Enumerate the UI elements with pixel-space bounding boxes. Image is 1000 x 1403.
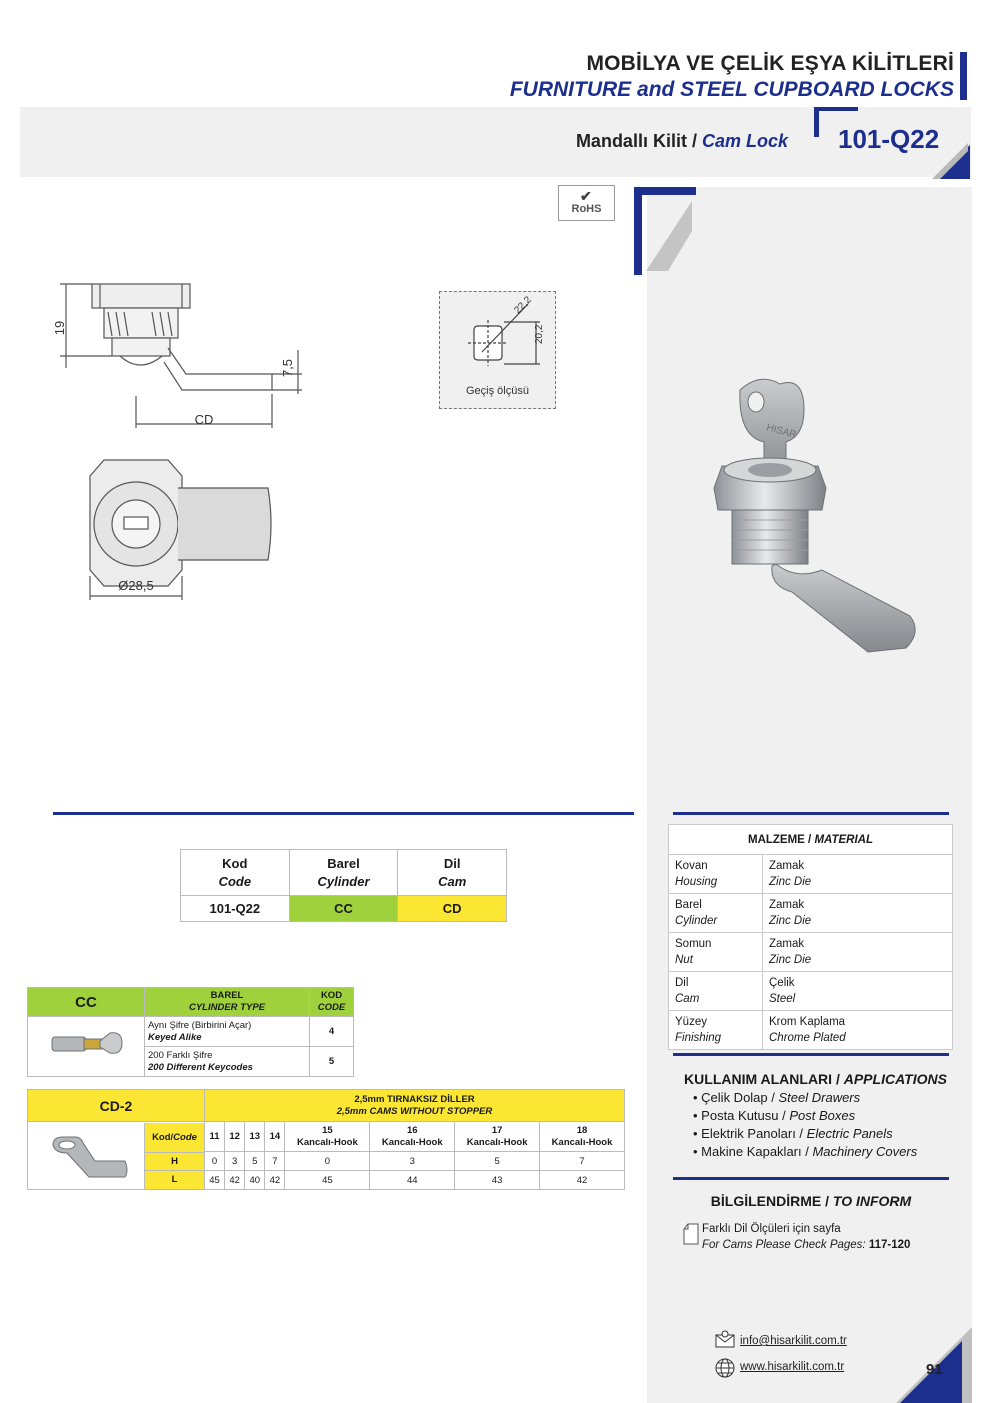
dim-cd-label: CD — [194, 412, 214, 427]
material-row: Somun Nut Zamak Zinc Die — [669, 933, 953, 972]
cam-row-h: 0 3 5 7 0 3 5 7 — [28, 1152, 625, 1171]
cylinder-value: CC — [289, 896, 398, 922]
cutout-box — [439, 291, 556, 409]
photo-corner-icon — [634, 187, 696, 277]
cc-label: CC — [28, 988, 145, 1017]
cam-col-11: 11 — [205, 1122, 225, 1152]
rohs-label: RoHS — [571, 203, 602, 215]
material-table — [668, 824, 953, 1050]
product-name-en: Cam Lock — [701, 131, 788, 151]
applications-list — [693, 1089, 917, 1161]
divider-applications — [673, 1053, 949, 1056]
code-header: Kod Code — [181, 850, 290, 896]
material-row: Barel Cylinder Zamak Zinc Die — [669, 894, 953, 933]
material-row: Kovan Housing Zamak Zinc Die — [669, 855, 953, 894]
cylinder-key-icon — [46, 1025, 126, 1065]
cam-col-12: 12 — [225, 1122, 245, 1152]
cutout-dim-a: 22,2 — [512, 294, 534, 317]
key-brand-label: HISAR — [765, 422, 798, 441]
check-icon: ✔ — [580, 188, 592, 204]
header-title-en: FURNITURE and STEEL CUPBOARD LOCKS — [509, 78, 954, 101]
cutout-shape-icon — [440, 292, 557, 380]
application-item: • Makine Kapakları / Machinery Covers — [693, 1144, 918, 1159]
applications-title: KULLANIM ALANLARI / APPLICATIONS — [684, 1071, 947, 1087]
cam-image — [28, 1122, 205, 1190]
divider-left — [53, 812, 634, 815]
material-row: Dil Cam Çelik Steel — [669, 972, 953, 1011]
application-item: • Posta Kutusu / Post Boxes — [693, 1108, 856, 1123]
inform-title: BİLGİLENDİRME / TO INFORM — [710, 1193, 912, 1209]
code-table — [180, 849, 507, 922]
inform-text — [702, 1221, 910, 1253]
globe-icon — [715, 1358, 735, 1378]
material-title: MALZEME / MATERIAL — [669, 825, 953, 855]
material-row: Yüzey Finishing Krom Kaplama Chrome Plated — [669, 1011, 953, 1050]
cam-col-15: 15 Kancalı-Hook — [285, 1122, 370, 1152]
email-link[interactable]: info@hisarkilit.com.tr — [740, 1335, 847, 1347]
product-code: 101-Q22 — [838, 124, 940, 154]
keyed-alike-code: 4 — [310, 1017, 354, 1047]
keyed-alike-text: Aynı Şifre (Birbirini Açar) Keyed Alike — [145, 1017, 310, 1047]
cam-col-16: 16 Kancalı-Hook — [370, 1122, 455, 1152]
website-link[interactable]: www.hisarkilit.com.tr — [740, 1361, 845, 1373]
divider-inform — [673, 1177, 949, 1180]
inform-line-tr: Farklı Dil Ölçüleri için sayfa — [702, 1223, 841, 1235]
cylinder-image — [28, 1017, 145, 1077]
cam-icon — [41, 1131, 131, 1181]
cam-header: Dil Cam — [398, 850, 507, 896]
cam-col-17: 17 Kancalı-Hook — [455, 1122, 540, 1152]
cc-header-code: KOD CODE — [310, 988, 354, 1017]
cylinder-header: Barel Cylinder — [289, 850, 398, 896]
dim-height-label: 19 — [52, 320, 67, 336]
dim-offset-label: 7,5 — [280, 358, 295, 378]
row-h-label: H — [145, 1153, 204, 1171]
cc-header-cylinder: BAREL CYLINDER TYPE — [145, 988, 310, 1017]
cam-value: CD — [398, 896, 507, 922]
email-icon — [715, 1330, 735, 1348]
application-item: • Elektrik Panoları / Electric Panels — [693, 1126, 893, 1141]
divider-right — [673, 812, 949, 815]
cam-col-13: 13 — [245, 1122, 265, 1152]
cam-col-18: 18 Kancalı-Hook — [540, 1122, 625, 1152]
rohs-badge — [558, 185, 615, 221]
cd-label: CD-2 — [28, 1090, 205, 1122]
cd-title: 2,5mm TIRNAKSIZ DİLLER 2,5mm CAMS WITHOUT STOPPER — [205, 1090, 625, 1122]
dim-diameter-label: Ø28,5 — [118, 578, 154, 593]
cam-table — [27, 1089, 625, 1190]
application-item: • Çelik Dolap / Steel Drawers — [693, 1090, 861, 1105]
product-photo — [700, 370, 940, 660]
document-icon — [683, 1223, 699, 1245]
cam-col-14: 14 — [265, 1122, 285, 1152]
product-name — [576, 131, 788, 152]
inform-line-en: For Cams Please Check Pages: 117-120 — [702, 1239, 911, 1251]
header-accent-bar — [960, 52, 967, 100]
technical-drawing — [40, 270, 340, 610]
cylinder-type-table — [27, 987, 354, 1077]
different-keycodes-text: 200 Farklı Şifre 200 Different Keycodes — [145, 1047, 310, 1077]
header-title-tr: MOBİLYA VE ÇELİK EŞYA KİLİTLERİ — [586, 52, 954, 75]
cutout-dim-b: 20,2 — [534, 324, 545, 344]
cam-row-l: 45 42 40 42 45 44 43 42 — [28, 1171, 625, 1190]
different-keycodes-code: 5 — [310, 1047, 354, 1077]
code-value: 101-Q22 — [181, 896, 290, 922]
product-name-tr: Mandallı Kilit / — [575, 131, 697, 151]
cutout-caption: Geçiş ölçüsü — [466, 385, 529, 397]
page-number: 91 — [926, 1361, 943, 1378]
kod-code-label: Kod/ Code — [145, 1123, 204, 1153]
row-l-label: L — [145, 1171, 204, 1189]
